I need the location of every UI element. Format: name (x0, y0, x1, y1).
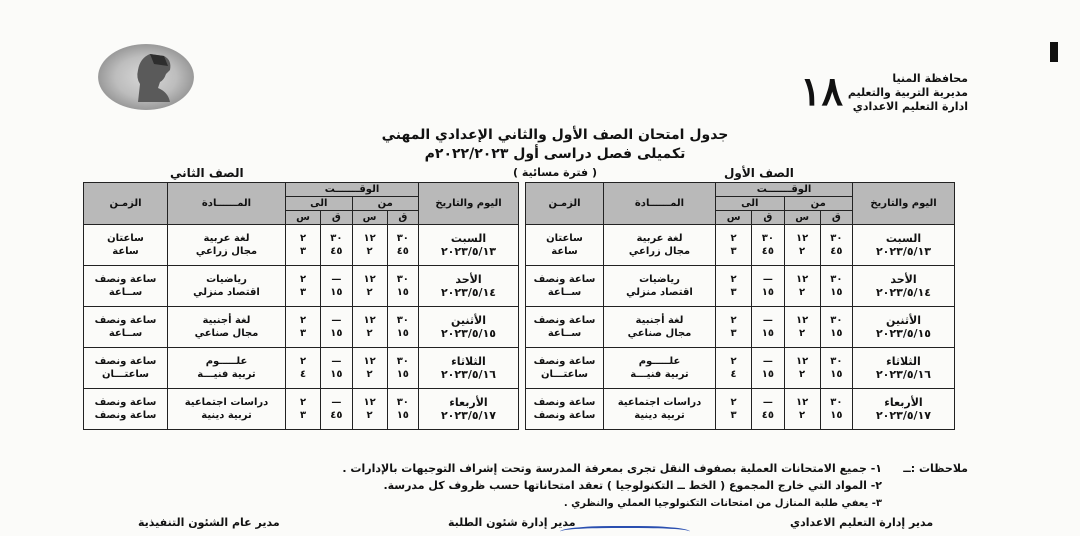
duration-cell-line: ساعة ونصف (94, 315, 157, 326)
col-hour: س (784, 211, 820, 225)
to-hour-cell-line: ٢ (300, 315, 307, 326)
to-hour-cell-line: ٣ (300, 287, 307, 298)
col-duration: الزمـن (84, 183, 168, 225)
from-minute-cell (820, 266, 852, 307)
to-hour-cell-line: ٣ (300, 328, 307, 339)
to-minute-cell (321, 225, 352, 266)
subject-cell-line: رياضيات (639, 274, 680, 285)
header-block (848, 72, 968, 114)
duration-cell-line: ساعة ونصف (533, 315, 596, 326)
from-minute-cell-line: ٣٠ (830, 233, 843, 244)
duration-cell-line: ساعة ونصف (94, 356, 157, 367)
from-hour-cell-line: ٢ (799, 328, 806, 339)
to-hour-cell (286, 389, 321, 430)
table-row (84, 389, 519, 430)
table-row (526, 348, 955, 389)
to-minute-cell-line: ٤٥ (330, 246, 343, 257)
day-date-cell-line: ٢٠٢٣/٥/١٦ (440, 368, 497, 381)
duration-cell (84, 348, 168, 389)
duration-cell-line: ساعة ونصف (94, 410, 157, 421)
col-from: من (784, 197, 852, 211)
duration-cell-line: ساعة ونصف (533, 356, 596, 367)
duration-cell (84, 266, 168, 307)
from-hour-cell (784, 225, 820, 266)
from-hour-cell (352, 348, 387, 389)
from-hour-cell-line: ٢ (799, 369, 806, 380)
duration-cell-line: ساعة (551, 246, 578, 257)
duration-cell-line: ساعة ونصف (533, 410, 596, 421)
duration-cell-line: ســاعة (108, 328, 143, 339)
subject-cell-line: تربية دينية (634, 410, 685, 421)
from-hour-cell-line: ٢ (799, 410, 806, 421)
from-hour-cell (352, 389, 387, 430)
from-hour-cell-line: ٢ (366, 410, 373, 421)
to-minute-cell-line: ١٥ (761, 369, 774, 380)
to-minute-cell-line: ٣٠ (330, 233, 343, 244)
from-hour-cell-line: ١٢ (363, 397, 376, 408)
subject-cell-line: لغة أجنبية (635, 315, 684, 326)
to-minute-cell-line: — (762, 356, 773, 367)
from-hour-cell-line: ٢ (799, 287, 806, 298)
to-minute-cell-line: — (331, 397, 342, 408)
day-date-cell-line: ٢٠٢٣/٥/١٣ (440, 245, 497, 258)
col-hour: س (716, 211, 752, 225)
subject-cell (604, 225, 716, 266)
duration-cell-line: ســاعة (108, 287, 143, 298)
day-date-cell-line: السبت (885, 232, 922, 245)
department-label: ادارة التعليم الاعدادي (852, 100, 968, 113)
subject-cell (604, 307, 716, 348)
table-row (526, 389, 955, 430)
from-minute-cell (387, 307, 418, 348)
to-hour-cell-line: ٢ (730, 274, 737, 285)
from-hour-cell (352, 225, 387, 266)
grade-second-label: الصف الثاني (170, 166, 244, 180)
duration-cell (526, 266, 604, 307)
day-date-cell-line: ٢٠٢٣/٥/١٦ (875, 368, 932, 381)
from-hour-cell-line: ١٢ (796, 274, 809, 285)
to-minute-cell-line: — (762, 274, 773, 285)
to-hour-cell-line: ٢ (730, 315, 737, 326)
from-hour-cell-line: ١٢ (363, 315, 376, 326)
subject-cell-line: دراسات اجتماعية (184, 397, 269, 408)
subject-cell (604, 348, 716, 389)
col-subject: المــــــادة (168, 183, 286, 225)
day-date-cell (419, 389, 519, 430)
col-hour: س (286, 211, 321, 225)
subject-cell-line: مجال صناعي (627, 328, 692, 339)
to-hour-cell-line: ٣ (730, 328, 737, 339)
from-minute-cell-line: ٣٠ (396, 233, 409, 244)
subject-cell (168, 266, 286, 307)
subject-cell-line: اقتصاد منزلي (626, 287, 693, 298)
to-hour-cell (716, 307, 752, 348)
duration-cell (526, 307, 604, 348)
to-hour-cell (286, 307, 321, 348)
day-date-cell (419, 307, 519, 348)
schedule-table-first-grade (525, 182, 955, 430)
to-minute-cell-line: ١٥ (761, 328, 774, 339)
subject-cell-line: علـــــوم (638, 356, 681, 367)
to-minute-cell-line: — (331, 356, 342, 367)
to-hour-cell-line: ٣ (300, 246, 307, 257)
to-minute-cell-line: — (762, 397, 773, 408)
subject-cell-line: دراسات اجتماعية (617, 397, 702, 408)
from-minute-cell-line: ١٥ (396, 287, 409, 298)
subject-cell (168, 225, 286, 266)
from-minute-cell-line: ٣٠ (830, 397, 843, 408)
to-hour-cell (716, 225, 752, 266)
day-date-cell-line: ٢٠٢٣/٥/١٤ (875, 286, 932, 299)
duration-cell-line: ساعة ونصف (533, 274, 596, 285)
table-row (526, 266, 955, 307)
duration-cell (526, 389, 604, 430)
from-minute-cell (820, 348, 852, 389)
subject-cell (168, 389, 286, 430)
to-minute-cell (752, 266, 784, 307)
day-date-cell-line: الثلاثاء (886, 355, 921, 368)
to-hour-cell-line: ٢ (300, 274, 307, 285)
from-minute-cell (820, 307, 852, 348)
from-minute-cell-line: ٤٥ (396, 246, 409, 257)
subject-cell-line: تربية فنيـــة (197, 369, 256, 380)
subject-cell-line: مجال صناعي (194, 328, 259, 339)
subject-cell-line: علـــــوم (205, 356, 248, 367)
to-minute-cell-line: ٤٥ (761, 410, 774, 421)
duration-cell (84, 307, 168, 348)
subject-cell-line: تربية فنيـــة (630, 369, 689, 380)
col-day-date: اليوم والتاريخ (419, 183, 519, 225)
ink-signature-mark (560, 526, 690, 536)
from-hour-cell (784, 266, 820, 307)
day-date-cell-line: الأثنين (886, 314, 921, 327)
sub-title: تكميلى فصل دراسى أول ٢٠٢٢/٢٠٢٣م (424, 146, 686, 162)
from-hour-cell (784, 348, 820, 389)
from-hour-cell-line: ١٢ (363, 274, 376, 285)
from-hour-cell-line: ٢ (366, 369, 373, 380)
day-date-cell (853, 266, 955, 307)
subject-cell (168, 348, 286, 389)
col-hour: س (352, 211, 387, 225)
subject-cell (168, 307, 286, 348)
day-date-cell-line: الأربعاء (449, 396, 488, 409)
table-row (526, 225, 955, 266)
from-minute-cell-line: ٤٥ (830, 246, 843, 257)
from-hour-cell (784, 389, 820, 430)
subject-cell-line: تربية دينية (201, 410, 252, 421)
from-hour-cell-line: ٢ (366, 328, 373, 339)
to-hour-cell-line: ٤ (730, 369, 737, 380)
to-hour-cell-line: ٢ (730, 356, 737, 367)
col-minute: ق (752, 211, 784, 225)
col-day-date: اليوم والتاريخ (853, 183, 955, 225)
to-hour-cell (716, 266, 752, 307)
duration-cell-line: ســاعة (547, 328, 582, 339)
day-date-cell-line: السبت (450, 232, 487, 245)
to-minute-cell-line: — (331, 274, 342, 285)
subject-cell-line: لغة عربية (203, 233, 250, 244)
to-minute-cell-line: ٤٥ (761, 246, 774, 257)
to-minute-cell (321, 307, 352, 348)
from-hour-cell-line: ١٢ (796, 356, 809, 367)
document-number: ١٨ (800, 68, 843, 115)
nefertiti-logo (98, 44, 194, 110)
note-3: ٣- يعفي طلبة المنازل من امتحانات التكنولوجيا العملي والنظري . (563, 498, 882, 509)
from-minute-cell (387, 266, 418, 307)
subject-cell-line: اقتصاد منزلي (193, 287, 260, 298)
from-minute-cell (387, 389, 418, 430)
table-row (526, 307, 955, 348)
subject-cell-line: مجال زراعي (195, 246, 258, 257)
from-hour-cell-line: ١٢ (796, 233, 809, 244)
duration-cell-line: ساعة ونصف (94, 274, 157, 285)
subject-cell-line: رياضيات (206, 274, 247, 285)
scan-edge-mark (1050, 42, 1058, 62)
subject-cell (604, 266, 716, 307)
directorate-label: مديرية التربية والتعليم (847, 86, 968, 99)
to-minute-cell-line: ١٥ (761, 287, 774, 298)
to-hour-cell-line: ٢ (300, 356, 307, 367)
to-minute-cell (752, 389, 784, 430)
to-hour-cell-line: ٣ (730, 410, 737, 421)
day-date-cell (853, 348, 955, 389)
from-minute-cell-line: ١٥ (830, 369, 843, 380)
from-hour-cell-line: ٢ (366, 246, 373, 257)
day-date-cell-line: ٢٠٢٣/٥/١٣ (875, 245, 932, 258)
to-minute-cell-line: — (331, 315, 342, 326)
duration-cell-line: ساعتان (546, 233, 583, 244)
day-date-cell-line: ٢٠٢٣/٥/١٥ (875, 327, 932, 340)
day-date-cell-line: الأثنين (451, 314, 486, 327)
subject-cell-line: لغة عربية (636, 233, 683, 244)
duration-cell-line: ساعتـــان (101, 369, 150, 380)
from-minute-cell-line: ١٥ (396, 369, 409, 380)
to-hour-cell (716, 389, 752, 430)
subject-cell-line: مجال زراعي (628, 246, 691, 257)
from-minute-cell-line: ١٥ (396, 410, 409, 421)
period-label: ( فترة مسائية ) (512, 166, 597, 179)
col-from: من (352, 197, 418, 211)
to-minute-cell-line: ٤٥ (330, 410, 343, 421)
to-hour-cell-line: ٣ (300, 410, 307, 421)
day-date-cell-line: الأحد (455, 273, 482, 286)
day-date-cell (853, 225, 955, 266)
from-hour-cell-line: ٢ (366, 287, 373, 298)
from-hour-cell-line: ١٢ (363, 356, 376, 367)
to-minute-cell (752, 307, 784, 348)
from-minute-cell (820, 389, 852, 430)
to-minute-cell (752, 348, 784, 389)
col-minute: ق (321, 211, 352, 225)
from-minute-cell-line: ١٥ (830, 287, 843, 298)
day-date-cell (419, 348, 519, 389)
subject-cell-line: لغة أجنبية (202, 315, 251, 326)
duration-cell-line: ساعة ونصف (533, 397, 596, 408)
col-minute: ق (387, 211, 418, 225)
day-date-cell-line: ٢٠٢٣/٥/١٤ (440, 286, 497, 299)
day-date-cell (419, 266, 519, 307)
from-minute-cell-line: ٣٠ (830, 274, 843, 285)
schedule-table-second-grade (83, 182, 519, 430)
col-minute: ق (820, 211, 852, 225)
duration-cell (526, 225, 604, 266)
note-1: ١- جميع الامتحانات العملية بصفوف النقل تجرى بمعرفة المدرسة وتحت إشراف التوجيهات بالإدارات . (342, 462, 882, 475)
col-to: الى (286, 197, 353, 211)
table-row (84, 307, 519, 348)
from-minute-cell-line: ٣٠ (396, 274, 409, 285)
to-hour-cell (716, 348, 752, 389)
from-minute-cell-line: ١٥ (396, 328, 409, 339)
day-date-cell (853, 389, 955, 430)
duration-cell (526, 348, 604, 389)
grade-first-label: الصف الأول (724, 166, 794, 180)
day-date-cell-line: ٢٠٢٣/٥/١٧ (875, 409, 932, 422)
from-minute-cell-line: ١٥ (830, 410, 843, 421)
duration-cell-line: ساعة (112, 246, 139, 257)
from-minute-cell-line: ٣٠ (396, 356, 409, 367)
to-minute-cell-line: ١٥ (330, 369, 343, 380)
from-minute-cell-line: ٣٠ (830, 356, 843, 367)
from-hour-cell-line: ١٢ (363, 233, 376, 244)
from-hour-cell-line: ١٢ (796, 397, 809, 408)
to-minute-cell (752, 225, 784, 266)
col-to: الى (716, 197, 785, 211)
signature-student-affairs: مدير إدارة شئون الطلبة (448, 516, 576, 529)
from-minute-cell (387, 225, 418, 266)
col-duration: الزمـن (526, 183, 604, 225)
governorate-label: محافظة المنيا (892, 72, 968, 85)
day-date-cell-line: الأربعاء (884, 396, 923, 409)
from-minute-cell-line: ٣٠ (396, 315, 409, 326)
duration-cell-line: ساعتان (107, 233, 144, 244)
table-row (84, 348, 519, 389)
to-minute-cell-line: — (762, 315, 773, 326)
from-hour-cell-line: ٢ (799, 246, 806, 257)
to-hour-cell-line: ٢ (730, 397, 737, 408)
duration-cell (84, 225, 168, 266)
to-hour-cell (286, 225, 321, 266)
to-hour-cell (286, 348, 321, 389)
from-hour-cell (352, 266, 387, 307)
table-row (84, 266, 519, 307)
to-minute-cell (321, 389, 352, 430)
day-date-cell-line: ٢٠٢٣/٥/١٥ (440, 327, 497, 340)
to-minute-cell (321, 266, 352, 307)
main-title: جدول امتحان الصف الأول والثاني الإعدادي المهني (381, 127, 729, 143)
to-minute-cell-line: ١٥ (330, 328, 343, 339)
col-subject: المــــــادة (604, 183, 716, 225)
subject-cell (604, 389, 716, 430)
duration-cell-line: ساعة ونصف (94, 397, 157, 408)
to-hour-cell-line: ٣ (730, 287, 737, 298)
day-date-cell (419, 225, 519, 266)
to-minute-cell-line: ١٥ (330, 287, 343, 298)
duration-cell-line: ســاعة (547, 287, 582, 298)
col-time: الوقـــــــت (286, 183, 419, 197)
from-minute-cell-line: ٣٠ (830, 315, 843, 326)
to-hour-cell-line: ٣ (730, 246, 737, 257)
day-date-cell-line: الأحد (890, 273, 917, 286)
to-hour-cell-line: ٢ (730, 233, 737, 244)
day-date-cell-line: الثلاثاء (451, 355, 486, 368)
from-hour-cell (352, 307, 387, 348)
note-2: ٢- المواد التي خارج المجموع ( الخط ــ التكنولوجيا ) تعقد امتحاناتها حسب ظروف كل مدرسة. (383, 479, 882, 492)
from-minute-cell (387, 348, 418, 389)
to-minute-cell (321, 348, 352, 389)
duration-cell-line: ساعتـــان (540, 369, 589, 380)
from-hour-cell (784, 307, 820, 348)
notes-label: ملاحظات :ــ (903, 462, 968, 475)
table-row (84, 225, 519, 266)
signature-executive-affairs: مدير عام الشئون التنفيذية (138, 516, 280, 529)
to-hour-cell-line: ٤ (300, 369, 307, 380)
from-minute-cell-line: ١٥ (830, 328, 843, 339)
col-time: الوقـــــــت (716, 183, 853, 197)
to-hour-cell-line: ٢ (300, 397, 307, 408)
day-date-cell (853, 307, 955, 348)
to-hour-cell (286, 266, 321, 307)
duration-cell (84, 389, 168, 430)
signature-prep-director: مدير إدارة التعليم الاعدادي (790, 516, 934, 529)
day-date-cell-line: ٢٠٢٣/٥/١٧ (440, 409, 497, 422)
to-minute-cell-line: ٣٠ (761, 233, 774, 244)
from-minute-cell-line: ٣٠ (396, 397, 409, 408)
from-minute-cell (820, 225, 852, 266)
from-hour-cell-line: ١٢ (796, 315, 809, 326)
to-hour-cell-line: ٢ (300, 233, 307, 244)
